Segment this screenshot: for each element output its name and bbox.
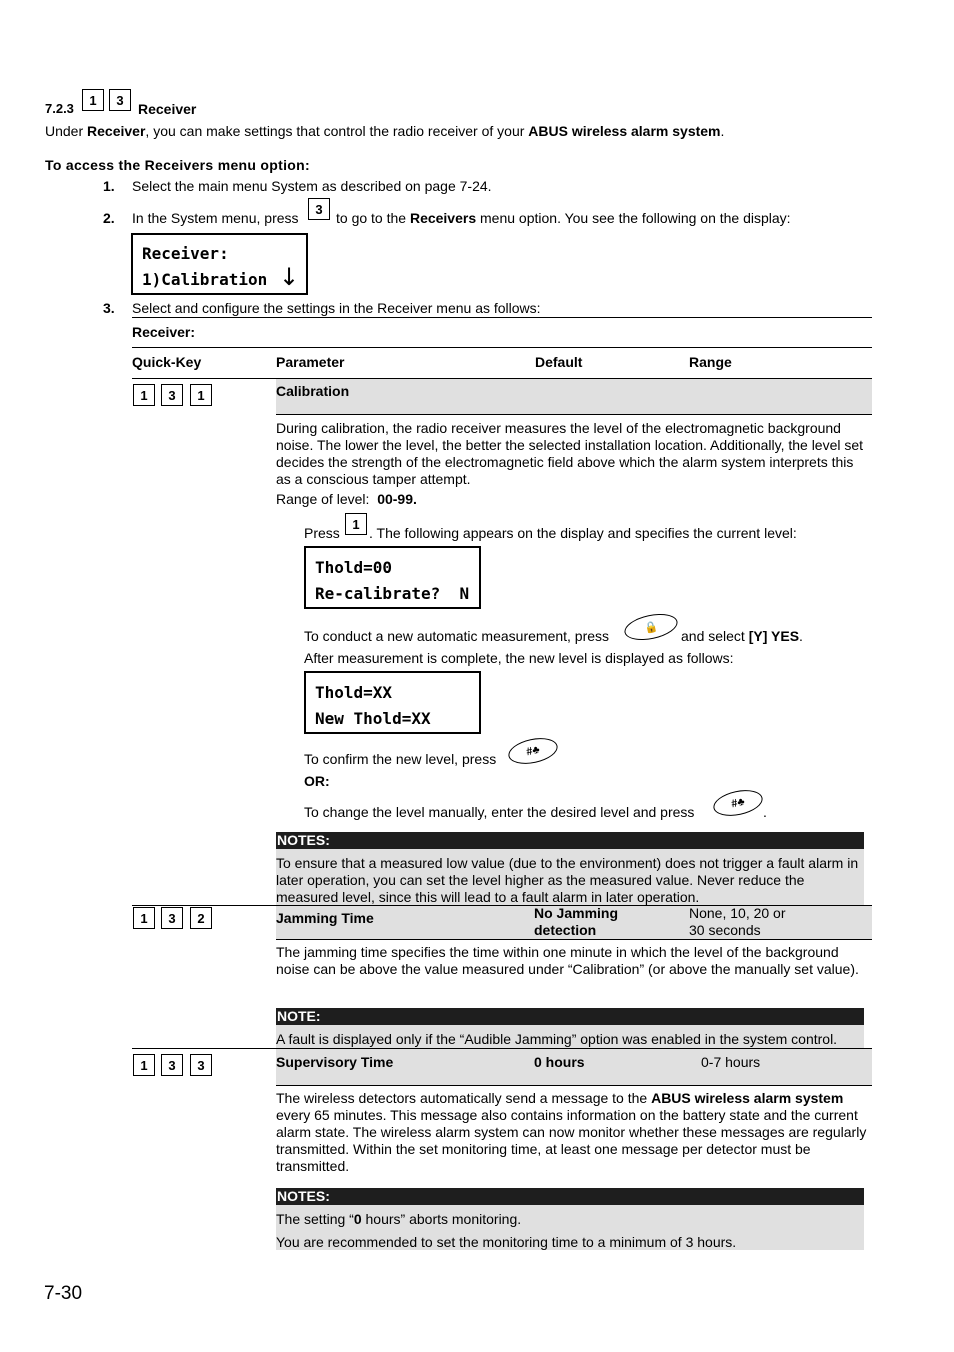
row-2-default-l1: No Jamming — [534, 905, 619, 921]
row-3-notes-label: NOTES: — [276, 1188, 864, 1205]
row-2-range-l1: None, 10, 20 or — [689, 905, 786, 921]
change-text: To change the level manually, enter the desired level and press — [304, 804, 695, 820]
row-3-key-3b: 3 — [190, 1054, 212, 1076]
conduct-pre: To conduct a new automatic measurement, press — [304, 628, 610, 644]
row-3-default: 0 hours — [534, 1054, 585, 1070]
press-key-1: 1 — [345, 513, 367, 535]
heading-key-1: 1 — [82, 89, 104, 111]
threshold-display-line-2: Re-calibrate? N — [315, 584, 470, 603]
row-2-range-l2: 30 seconds — [689, 922, 761, 938]
step-3-text: Select and configure the settings in the Receiver menu as follows: — [132, 300, 541, 316]
hash-key-icon-2: #♣ — [711, 786, 765, 820]
arrow-down-icon: ↓ — [279, 263, 300, 291]
header-range: Range — [689, 354, 732, 370]
row-1-parameter: Calibration — [276, 383, 350, 399]
table-rule-top — [132, 317, 872, 318]
row-2-key-1: 1 — [133, 907, 155, 929]
row-2-key-2: 2 — [190, 907, 212, 929]
threshold-display-line-1: Thold=00 — [315, 558, 393, 577]
step-2-post: to go to the Receivers menu option. You see the following on the display: — [336, 210, 791, 226]
row-2-description: The jamming time specifies the time within one minute in which the level of the background noise can be above the value measured under “Calibration” (or above the manually set value). — [276, 944, 859, 977]
row-2-parameter: Jamming Time — [276, 910, 374, 926]
row-3-bar-rule — [276, 1085, 872, 1086]
row-2-default-l2: detection — [534, 922, 597, 938]
row-1-notes-text: To ensure that a measured low value (due to the environment) does not trigger a fault alarm in later operation, you can set the level higher as the measured value. Never reduce the measured level, since this will lead to a fault alarm in later operation. — [276, 855, 859, 905]
table-caption: Receiver: — [132, 324, 196, 340]
change-post: . — [763, 804, 767, 820]
row-3-description: The wireless detectors automatically send a message to the ABUS wireless alarm system every 65 minutes. This message also contains information on the battery state and the current alarm state. The wireless alarm system can now monitor whether these messages are regularly transmitted. Within the set monitoring time, at least one message per detector must be transmitted. — [276, 1090, 867, 1174]
heading-key-3: 3 — [109, 89, 131, 111]
step-1-number: 1. — [103, 178, 115, 194]
row-3-note-2: You are recommended to set the monitoring time to a minimum of 3 hours. — [276, 1234, 737, 1250]
step-2-key-3: 3 — [308, 198, 330, 220]
table-rule-caption — [132, 347, 872, 348]
step-1-text: Select the main menu System as described on page 7-24. — [132, 178, 492, 194]
hash-key-icon: #♣ — [506, 734, 560, 768]
receiver-display-line-1: Receiver: — [142, 244, 229, 263]
row-1-key-1: 1 — [133, 384, 155, 406]
conduct-post: and select [Y] YES. — [681, 628, 803, 644]
row-2-key-3: 3 — [161, 907, 183, 929]
section-title: Receiver — [138, 101, 197, 117]
row-1-description: During calibration, the radio receiver measures the level of the electromagnetic background noise. The lower the level, the better the selected installation location. Additionally, the level set decides the strength of the electromagnetic field above which the alarm system interprets this as a conscious tamper attempt. — [276, 420, 864, 487]
row-3-parameter: Supervisory Time — [276, 1054, 394, 1070]
receiver-display — [131, 233, 308, 295]
step-2-number: 2. — [103, 210, 115, 226]
row-3-range: 0-7 hours — [701, 1054, 761, 1070]
row-1-key-1b: 1 — [190, 384, 212, 406]
step-3-number: 3. — [103, 300, 115, 316]
row-1-notes-label: NOTES: — [276, 832, 864, 849]
row-2-notes-text: A fault is displayed only if the “Audible Jamming” option was enabled in the system control. — [276, 1031, 838, 1047]
confirm-text: To confirm the new level, press — [304, 751, 497, 767]
new-threshold-display — [304, 671, 481, 734]
header-default: Default — [535, 354, 583, 370]
access-heading: To access the Receivers menu option: — [45, 157, 310, 173]
header-quick-key: Quick-Key — [132, 354, 202, 370]
after-text: After measurement is complete, the new level is displayed as follows: — [304, 650, 734, 666]
or-text: OR: — [304, 773, 330, 789]
new-threshold-display-line-2: New Thold=XX — [315, 709, 431, 728]
row-3-key-1: 1 — [133, 1054, 155, 1076]
row-3-key-3: 3 — [161, 1054, 183, 1076]
row-2-bar-rule — [276, 939, 872, 940]
row-3-note-1: The setting “0 hours” aborts monitoring. — [276, 1211, 522, 1227]
new-threshold-display-line-1: Thold=XX — [315, 683, 393, 702]
page-number: 7-30 — [44, 1283, 83, 1304]
row-1-parameter-bar — [276, 379, 872, 414]
section-number: 7.2.3 — [45, 101, 74, 116]
press-post: . The following appears on the display and specifies the current level: — [369, 525, 797, 541]
header-parameter: Parameter — [276, 354, 345, 370]
lock-key-icon: 🔒 — [622, 610, 680, 645]
receiver-display-line-2: 1)Calibration — [142, 270, 268, 289]
threshold-display — [304, 546, 481, 609]
row-1-range-line: Range of level: 00-99. — [276, 491, 417, 507]
section-intro: Under Receiver, you can make settings that control the radio receiver of your ABUS wireless alarm system. — [45, 123, 725, 139]
row-1-key-3: 3 — [161, 384, 183, 406]
press-pre: Press — [304, 525, 340, 541]
row-2-notes-label: NOTE: — [276, 1008, 864, 1025]
step-2-pre: In the System menu, press — [132, 210, 299, 226]
row-1-bar-rule — [276, 414, 872, 415]
